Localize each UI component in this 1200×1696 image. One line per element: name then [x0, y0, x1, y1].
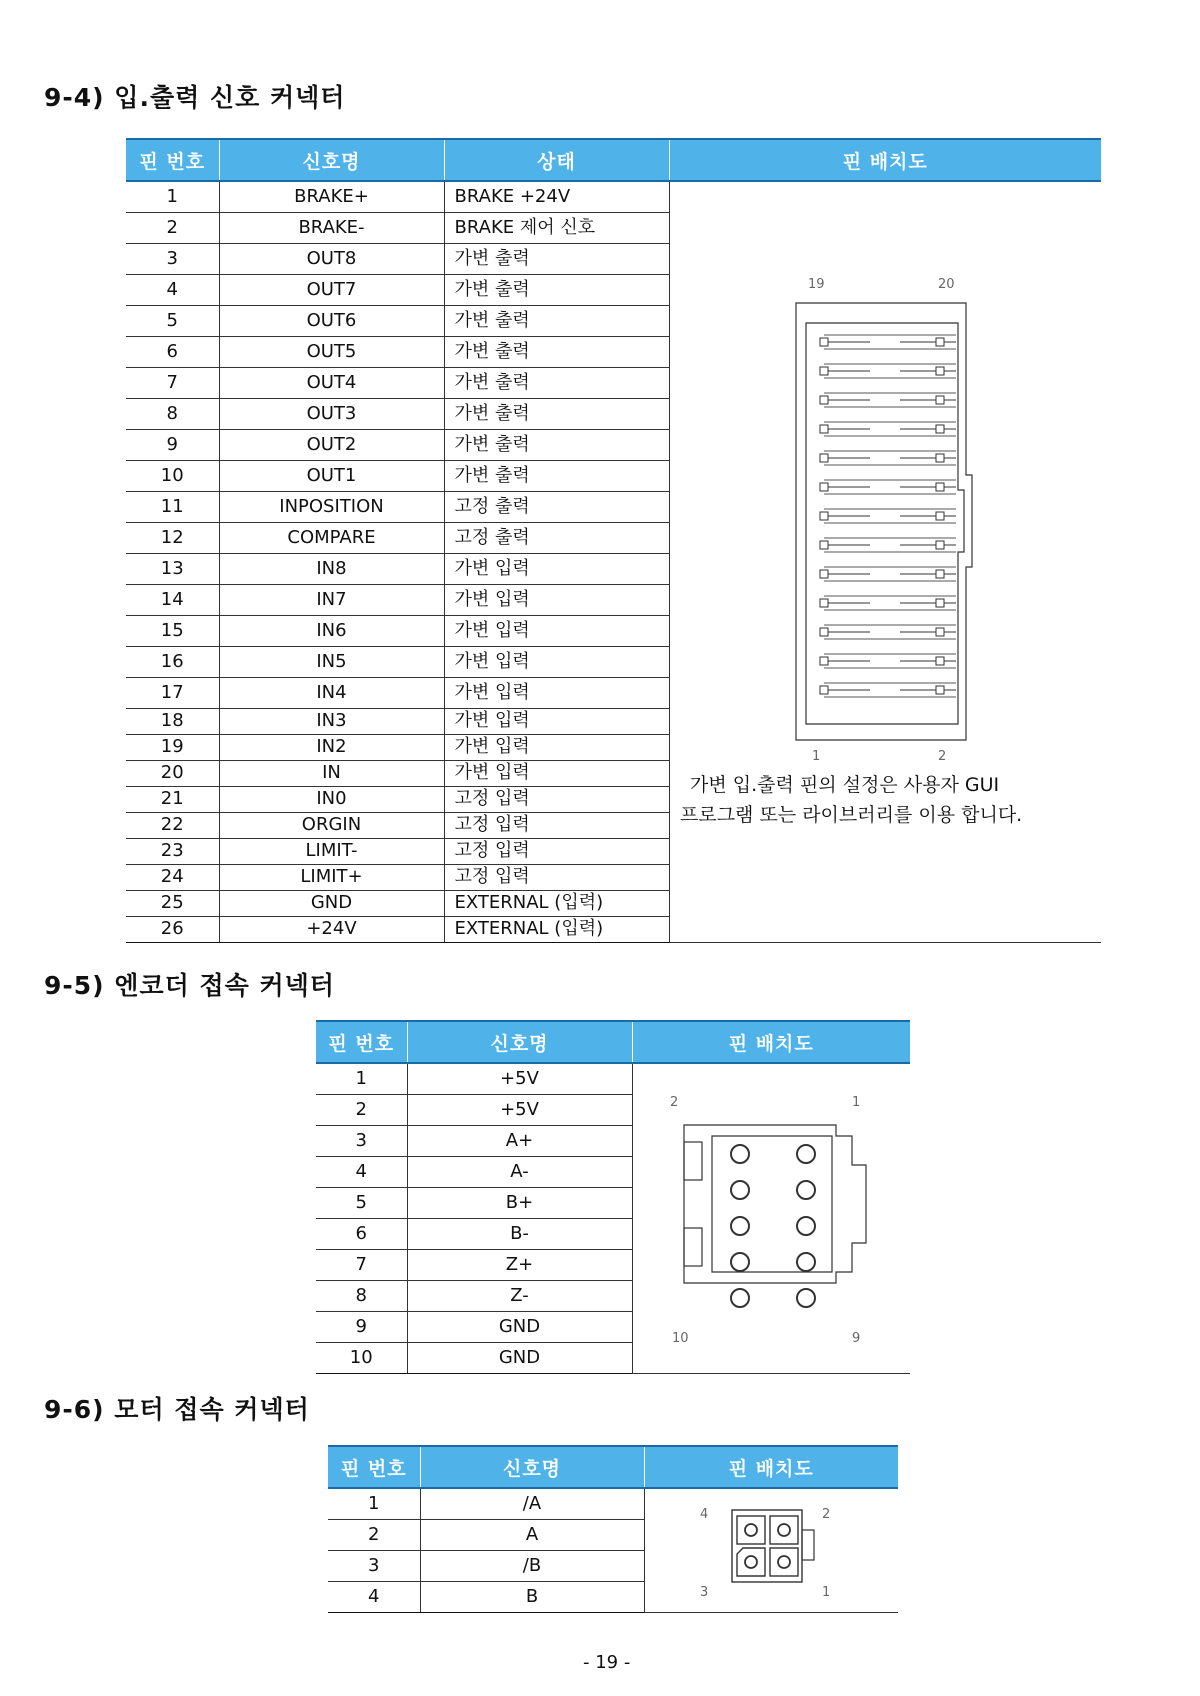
encoder-pin	[797, 1289, 815, 1307]
encoder-pin	[731, 1253, 749, 1271]
pin-even	[936, 483, 944, 491]
pin-odd	[820, 425, 828, 433]
pin-cell-3	[737, 1548, 765, 1576]
col-header-signal-name: 신호명	[219, 139, 444, 181]
pin-number-cell: 4	[126, 274, 219, 305]
motor-connector-diagram	[690, 1500, 840, 1610]
pin-odd	[820, 483, 828, 491]
signal-name-cell: B+	[407, 1187, 632, 1218]
signal-name-cell: GND	[219, 890, 444, 916]
pin-label-19: 19	[808, 277, 825, 292]
signal-name-cell: A-	[407, 1156, 632, 1187]
pin-even	[936, 454, 944, 462]
col-header-pin-layout: 핀 배치도	[669, 139, 1101, 181]
signal-name-cell: Z-	[407, 1280, 632, 1311]
col-header-pin-number: 핀 번호	[316, 1021, 407, 1063]
col-header-signal-name: 신호명	[407, 1021, 632, 1063]
pin-number-cell: 24	[126, 864, 219, 890]
signal-name-cell: IN8	[219, 553, 444, 584]
col-header-pin-layout: 핀 배치도	[644, 1446, 898, 1488]
pin-number-cell: 2	[126, 212, 219, 243]
state-cell: 가변 출력	[444, 336, 669, 367]
connector-outline	[684, 1125, 866, 1283]
pin-row-gap	[870, 601, 900, 605]
pin-number-cell: 15	[126, 615, 219, 646]
signal-name-cell: OUT5	[219, 336, 444, 367]
pin-cell-2	[770, 1516, 798, 1544]
signal-name-cell: BRAKE-	[219, 212, 444, 243]
signal-name-cell: /A	[420, 1488, 644, 1519]
state-cell: EXTERNAL (입력)	[444, 916, 669, 942]
pin-even	[936, 686, 944, 694]
signal-name-cell: OUT8	[219, 243, 444, 274]
signal-name-cell: IN0	[219, 786, 444, 812]
pin-row-gap	[870, 398, 900, 402]
encoder-pin	[731, 1145, 749, 1163]
state-cell: 가변 출력	[444, 243, 669, 274]
signal-name-cell: OUT3	[219, 398, 444, 429]
pin-row-gap	[870, 688, 900, 692]
pin-odd	[820, 338, 828, 346]
section-title-encoder: 9-5) 엔코더 접속 커넥터	[44, 971, 335, 1000]
pin-number-cell: 8	[316, 1280, 407, 1311]
io-connector-diagram	[780, 270, 980, 770]
pin-row-gap	[870, 369, 900, 373]
pin-label-10: 10	[672, 1331, 689, 1346]
pin-number-cell: 1	[316, 1063, 407, 1094]
table-row	[126, 181, 1101, 212]
pin-even	[936, 657, 944, 665]
signal-name-cell: OUT1	[219, 460, 444, 491]
pin-number-cell: 5	[126, 305, 219, 336]
state-cell: 가변 입력	[444, 615, 669, 646]
pin-number-cell: 12	[126, 522, 219, 553]
pin-label-2: 2	[822, 1507, 831, 1522]
signal-name-cell: INPOSITION	[219, 491, 444, 522]
state-cell: 고정 입력	[444, 864, 669, 890]
state-cell: EXTERNAL (입력)	[444, 890, 669, 916]
pin-number-cell: 13	[126, 553, 219, 584]
pin-row-gap	[870, 543, 900, 547]
pin-label-2: 2	[670, 1095, 679, 1110]
encoder-pin	[797, 1145, 815, 1163]
pin-number-cell: 3	[126, 243, 219, 274]
latch-top	[684, 1142, 702, 1180]
pin-label-1: 1	[852, 1095, 861, 1110]
encoder-pin	[731, 1181, 749, 1199]
pin-number-cell: 26	[126, 916, 219, 942]
pin-number-cell: 16	[126, 646, 219, 677]
state-cell: 가변 입력	[444, 734, 669, 760]
section-title-motor: 9-6) 모터 접속 커넥터	[44, 1395, 310, 1424]
pin-number-cell: 11	[126, 491, 219, 522]
io-note-line-1: 가변 입.출력 핀의 설정은 사용자 GUI	[690, 774, 1000, 796]
pin-number-cell: 8	[126, 398, 219, 429]
pin-number-cell: 20	[126, 760, 219, 786]
state-cell: 가변 출력	[444, 398, 669, 429]
pin-number-cell: 9	[316, 1311, 407, 1342]
pin-number-cell: 21	[126, 786, 219, 812]
pin-label-4: 4	[700, 1507, 709, 1522]
encoder-connector-diagram	[660, 1090, 890, 1350]
pin-number-cell: 2	[328, 1519, 420, 1550]
pin-even	[936, 512, 944, 520]
encoder-pin	[797, 1217, 815, 1235]
state-cell: 고정 출력	[444, 491, 669, 522]
pin-cell-1	[770, 1548, 798, 1576]
state-cell: 가변 출력	[444, 305, 669, 336]
pin-number-cell: 14	[126, 584, 219, 615]
io-note-line-2: 프로그램 또는 라이브러리를 이용 합니다.	[680, 804, 1023, 826]
signal-name-cell: Z+	[407, 1249, 632, 1280]
pin-odd	[820, 657, 828, 665]
pin-number-cell: 4	[316, 1156, 407, 1187]
pin-number-cell: 10	[126, 460, 219, 491]
pin-number-cell: 25	[126, 890, 219, 916]
pin-even	[936, 570, 944, 578]
state-cell: 가변 입력	[444, 553, 669, 584]
state-cell: 가변 입력	[444, 677, 669, 708]
state-cell: 고정 입력	[444, 838, 669, 864]
pin-label-9: 9	[852, 1331, 861, 1346]
encoder-pin	[797, 1181, 815, 1199]
pin-3	[745, 1556, 757, 1568]
signal-name-cell: OUT6	[219, 305, 444, 336]
pin-number-cell: 4	[328, 1581, 420, 1612]
signal-name-cell: A+	[407, 1125, 632, 1156]
pin-row-gap	[870, 659, 900, 663]
pin-odd	[820, 599, 828, 607]
signal-name-cell: ORGIN	[219, 812, 444, 838]
pin-even	[936, 425, 944, 433]
pin-number-cell: 3	[328, 1550, 420, 1581]
state-cell: 가변 출력	[444, 367, 669, 398]
page-number: - 19 -	[583, 1652, 631, 1673]
state-cell: 가변 입력	[444, 584, 669, 615]
pin-odd	[820, 570, 828, 578]
pin-1	[778, 1556, 790, 1568]
pin-label-1: 1	[812, 749, 821, 764]
signal-name-cell: OUT4	[219, 367, 444, 398]
pin-label-1: 1	[822, 1585, 831, 1600]
state-cell: BRAKE +24V	[444, 181, 669, 212]
signal-name-cell: IN3	[219, 708, 444, 734]
col-header-pin-number: 핀 번호	[126, 139, 219, 181]
pin-number-cell: 2	[316, 1094, 407, 1125]
signal-name-cell: +24V	[219, 916, 444, 942]
signal-name-cell: IN5	[219, 646, 444, 677]
pin-label-2: 2	[938, 749, 947, 764]
signal-name-cell: B-	[407, 1218, 632, 1249]
signal-name-cell: +5V	[407, 1094, 632, 1125]
section-title-io: 9-4) 입.출력 신호 커넥터	[44, 83, 346, 112]
pin-row-gap	[870, 514, 900, 518]
pin-even	[936, 599, 944, 607]
pin-number-cell: 1	[126, 181, 219, 212]
pin-even	[936, 396, 944, 404]
pin-number-cell: 7	[316, 1249, 407, 1280]
state-cell: 가변 입력	[444, 646, 669, 677]
pin-odd	[820, 396, 828, 404]
state-cell: 가변 출력	[444, 274, 669, 305]
state-cell: 가변 출력	[444, 460, 669, 491]
latch	[802, 1530, 814, 1560]
pin-number-cell: 23	[126, 838, 219, 864]
pin-4	[745, 1524, 757, 1536]
pin-number-cell: 5	[316, 1187, 407, 1218]
pin-number-cell: 22	[126, 812, 219, 838]
signal-name-cell: GND	[407, 1311, 632, 1342]
pin-odd	[820, 512, 828, 520]
col-header-signal-name: 신호명	[420, 1446, 644, 1488]
pin-odd	[820, 686, 828, 694]
signal-name-cell: OUT2	[219, 429, 444, 460]
pin-odd	[820, 454, 828, 462]
pin-odd	[820, 367, 828, 375]
signal-name-cell: IN7	[219, 584, 444, 615]
pin-number-cell: 9	[126, 429, 219, 460]
signal-name-cell: BRAKE+	[219, 181, 444, 212]
state-cell: 고정 입력	[444, 812, 669, 838]
pin-number-cell: 3	[316, 1125, 407, 1156]
pin-label-3: 3	[700, 1585, 709, 1600]
signal-name-cell: LIMIT-	[219, 838, 444, 864]
pin-number-cell: 6	[316, 1218, 407, 1249]
col-header-pin-number: 핀 번호	[328, 1446, 420, 1488]
signal-name-cell: /B	[420, 1550, 644, 1581]
pin-even	[936, 338, 944, 346]
signal-name-cell: B	[420, 1581, 644, 1612]
pin-row-gap	[870, 630, 900, 634]
pin-odd	[820, 628, 828, 636]
state-cell: 고정 출력	[444, 522, 669, 553]
signal-name-cell: A	[420, 1519, 644, 1550]
col-header-pin-layout: 핀 배치도	[632, 1021, 910, 1063]
pin-odd	[820, 541, 828, 549]
pin-even	[936, 541, 944, 549]
col-header-state: 상태	[444, 139, 669, 181]
pin-number-cell: 19	[126, 734, 219, 760]
encoder-pin	[797, 1253, 815, 1271]
pin-number-cell: 17	[126, 677, 219, 708]
state-cell: 가변 입력	[444, 760, 669, 786]
signal-name-cell: IN4	[219, 677, 444, 708]
pin-2	[778, 1524, 790, 1536]
state-cell: 가변 출력	[444, 429, 669, 460]
signal-name-cell: IN2	[219, 734, 444, 760]
state-cell: 고정 입력	[444, 786, 669, 812]
signal-name-cell: IN6	[219, 615, 444, 646]
pin-row-gap	[870, 340, 900, 344]
pin-label-20: 20	[938, 277, 955, 292]
pin-number-cell: 7	[126, 367, 219, 398]
signal-name-cell: OUT7	[219, 274, 444, 305]
pin-row-gap	[870, 427, 900, 431]
encoder-pin	[731, 1217, 749, 1235]
signal-name-cell: LIMIT+	[219, 864, 444, 890]
pin-row-gap	[870, 485, 900, 489]
pin-number-cell: 18	[126, 708, 219, 734]
pin-number-cell: 10	[316, 1342, 407, 1373]
pin-number-cell: 1	[328, 1488, 420, 1519]
signal-name-cell: GND	[407, 1342, 632, 1373]
signal-name-cell: +5V	[407, 1063, 632, 1094]
state-cell: 가변 입력	[444, 708, 669, 734]
pin-row-gap	[870, 456, 900, 460]
pin-even	[936, 628, 944, 636]
connector-outline	[732, 1510, 802, 1582]
latch-bottom	[684, 1228, 702, 1266]
pin-row-gap	[870, 572, 900, 576]
signal-name-cell: IN	[219, 760, 444, 786]
connector-pin-rows	[820, 335, 956, 697]
pin-even	[936, 367, 944, 375]
pin-cell-4	[737, 1516, 765, 1544]
signal-name-cell: COMPARE	[219, 522, 444, 553]
encoder-pin	[731, 1289, 749, 1307]
state-cell: BRAKE 제어 신호	[444, 212, 669, 243]
pin-number-cell: 6	[126, 336, 219, 367]
